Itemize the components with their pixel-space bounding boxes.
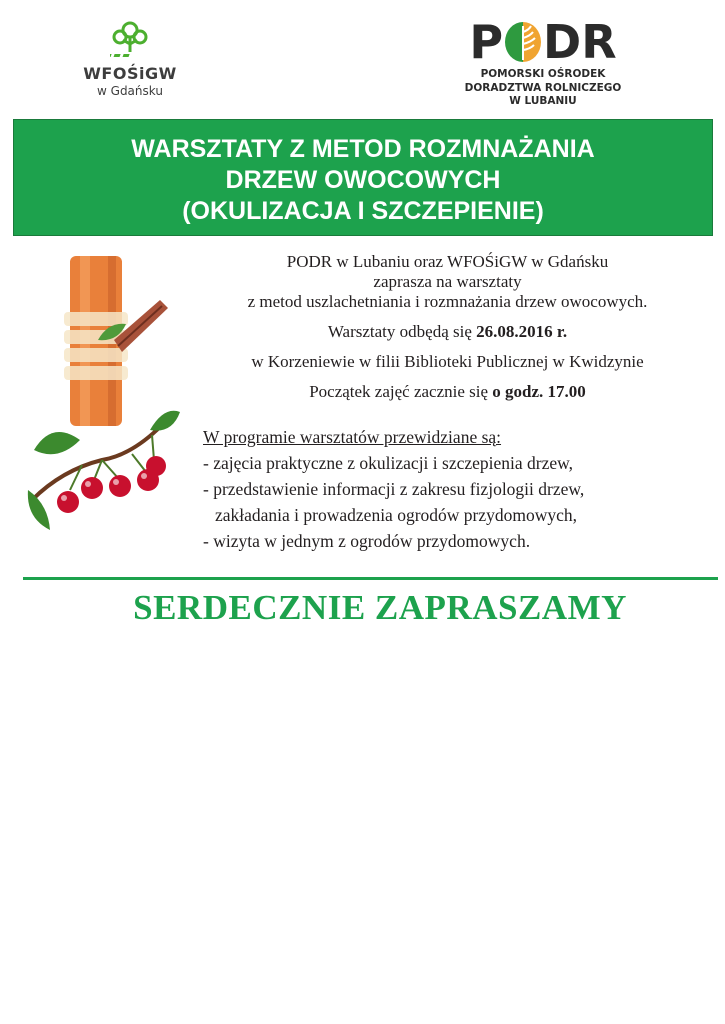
podr-letters-dr: DR xyxy=(543,15,617,69)
divider xyxy=(23,577,718,580)
program-item-1: - zajęcia praktyczne z okulizacji i szczepienia drzew, xyxy=(203,453,574,473)
title-line-3: (OKULIZACJA I SZCZEPIENIE) xyxy=(182,197,544,225)
program-heading: W programie warsztatów przewidziane są: xyxy=(203,427,502,447)
intro-line-2: zaprasza na warsztaty xyxy=(373,272,522,291)
cherry xyxy=(109,475,131,497)
podr-line-2: DORADZTWA ROLNICZEGO xyxy=(464,81,622,94)
intro-line-3: z metod uszlachetniania i rozmnażania drzew owocowych. xyxy=(247,292,648,311)
podr-line-1: POMORSKI OŚRODEK xyxy=(480,68,606,80)
time-prefix: Początek zajęć zacznie się xyxy=(309,382,493,401)
podr-letter-p: P xyxy=(469,15,504,69)
podr-line-3: W LUBANIU xyxy=(509,95,577,107)
program-item-3: - wizyta w jednym z ogrodów przydomowych. xyxy=(203,531,531,551)
podr-logo xyxy=(463,15,623,113)
intro-line-1: PODR w Lubaniu oraz WFOŚiGW w Gdańsku xyxy=(286,252,609,271)
cherry xyxy=(81,477,103,499)
time-line xyxy=(195,382,700,402)
tree-icon xyxy=(110,20,150,62)
grafting-illustration xyxy=(22,250,192,550)
wfosigw-logo xyxy=(70,20,190,115)
date-prefix: Warsztaty odbędą się xyxy=(327,322,477,341)
workshop-date: 26.08.2016 r. xyxy=(476,322,568,341)
program-list xyxy=(195,424,700,554)
location-line: w Korzeniewie w filii Biblioteki Publicznej w Kwidzynie xyxy=(251,352,644,371)
date-line xyxy=(195,322,700,342)
cherry xyxy=(146,456,166,476)
closing-text: SERDECZNIE ZAPRASZAMY xyxy=(133,588,627,627)
invitation-text xyxy=(195,252,700,554)
wheat-o-icon xyxy=(503,20,543,64)
program-item-2-cont: zakładania i prowadzenia ogrodów przydomowych, xyxy=(215,505,578,525)
cherry xyxy=(57,491,79,513)
title-banner xyxy=(13,119,713,236)
program-item-2: - przedstawienie informacji z zakresu fizjologii drzew, xyxy=(203,479,585,499)
wfosigw-subtitle: w Gdańsku xyxy=(97,84,163,98)
title-line-2: DRZEW OWOCOWYCH xyxy=(225,166,501,194)
wfosigw-name: WFOŚiGW xyxy=(83,64,177,83)
title-line-1: WARSZTATY Z METOD ROZMNAŻANIA xyxy=(131,135,595,163)
workshop-time: o godz. 17.00 xyxy=(492,382,586,401)
cherry-branch xyxy=(28,411,180,530)
